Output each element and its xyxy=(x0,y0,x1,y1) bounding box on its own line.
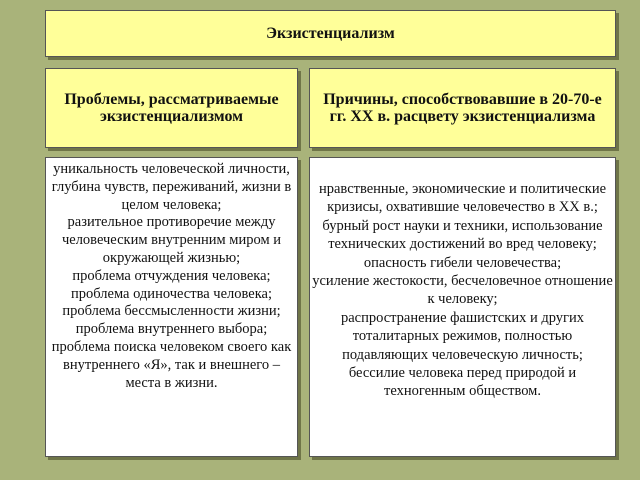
problem-item: проблема отчуждения человека; xyxy=(72,267,271,284)
cause-item: бессилие человека перед природой и техногенным обществом. xyxy=(348,365,577,400)
causes-heading-box xyxy=(309,68,616,148)
problem-item: уникальность человеческой личности, глубина чувств, переживаний, жизни в целом человека; xyxy=(51,161,292,213)
cause-item: усиление жестокости, бесчеловечное отношение к человеку; xyxy=(312,273,613,308)
problems-list-box xyxy=(45,157,298,457)
diagram-title: Экзистенциализм xyxy=(266,24,395,42)
causes-list-box xyxy=(309,157,616,457)
cause-item: нравственные, экономические и политические кризисы, охватившие человечество в XX в.; xyxy=(318,181,607,216)
problems-heading-box xyxy=(45,68,298,148)
title-box xyxy=(45,10,616,57)
problem-item: проблема внутреннего выбора; xyxy=(75,321,268,338)
problems-heading: Проблемы, рассматриваемые экзистенциализмом xyxy=(64,91,279,125)
causes-heading: Причины, способствовавшие в 20-70-е гг. XX в. расцвету экзистенциализма xyxy=(323,91,602,125)
problem-item: разительное противоречие между человеческим внутренним миром и окружающей жизнью; xyxy=(61,214,282,266)
problem-item: проблема бессмысленности жизни; xyxy=(62,303,281,320)
cause-item: распространение фашистских и других тоталитарных режимов, полностью подавляющих человеческую личность; xyxy=(340,309,584,363)
cause-item: бурный рост науки и техники, использование технических достижений во вред человеку; xyxy=(322,217,603,253)
problem-item: проблема одиночества человека; xyxy=(71,285,272,302)
problem-item: проблема поиска человеком своего как внутреннего «Я», так и внешнего – места в жизни. xyxy=(51,338,292,391)
cause-item: опасность гибели человечества; xyxy=(363,254,562,271)
